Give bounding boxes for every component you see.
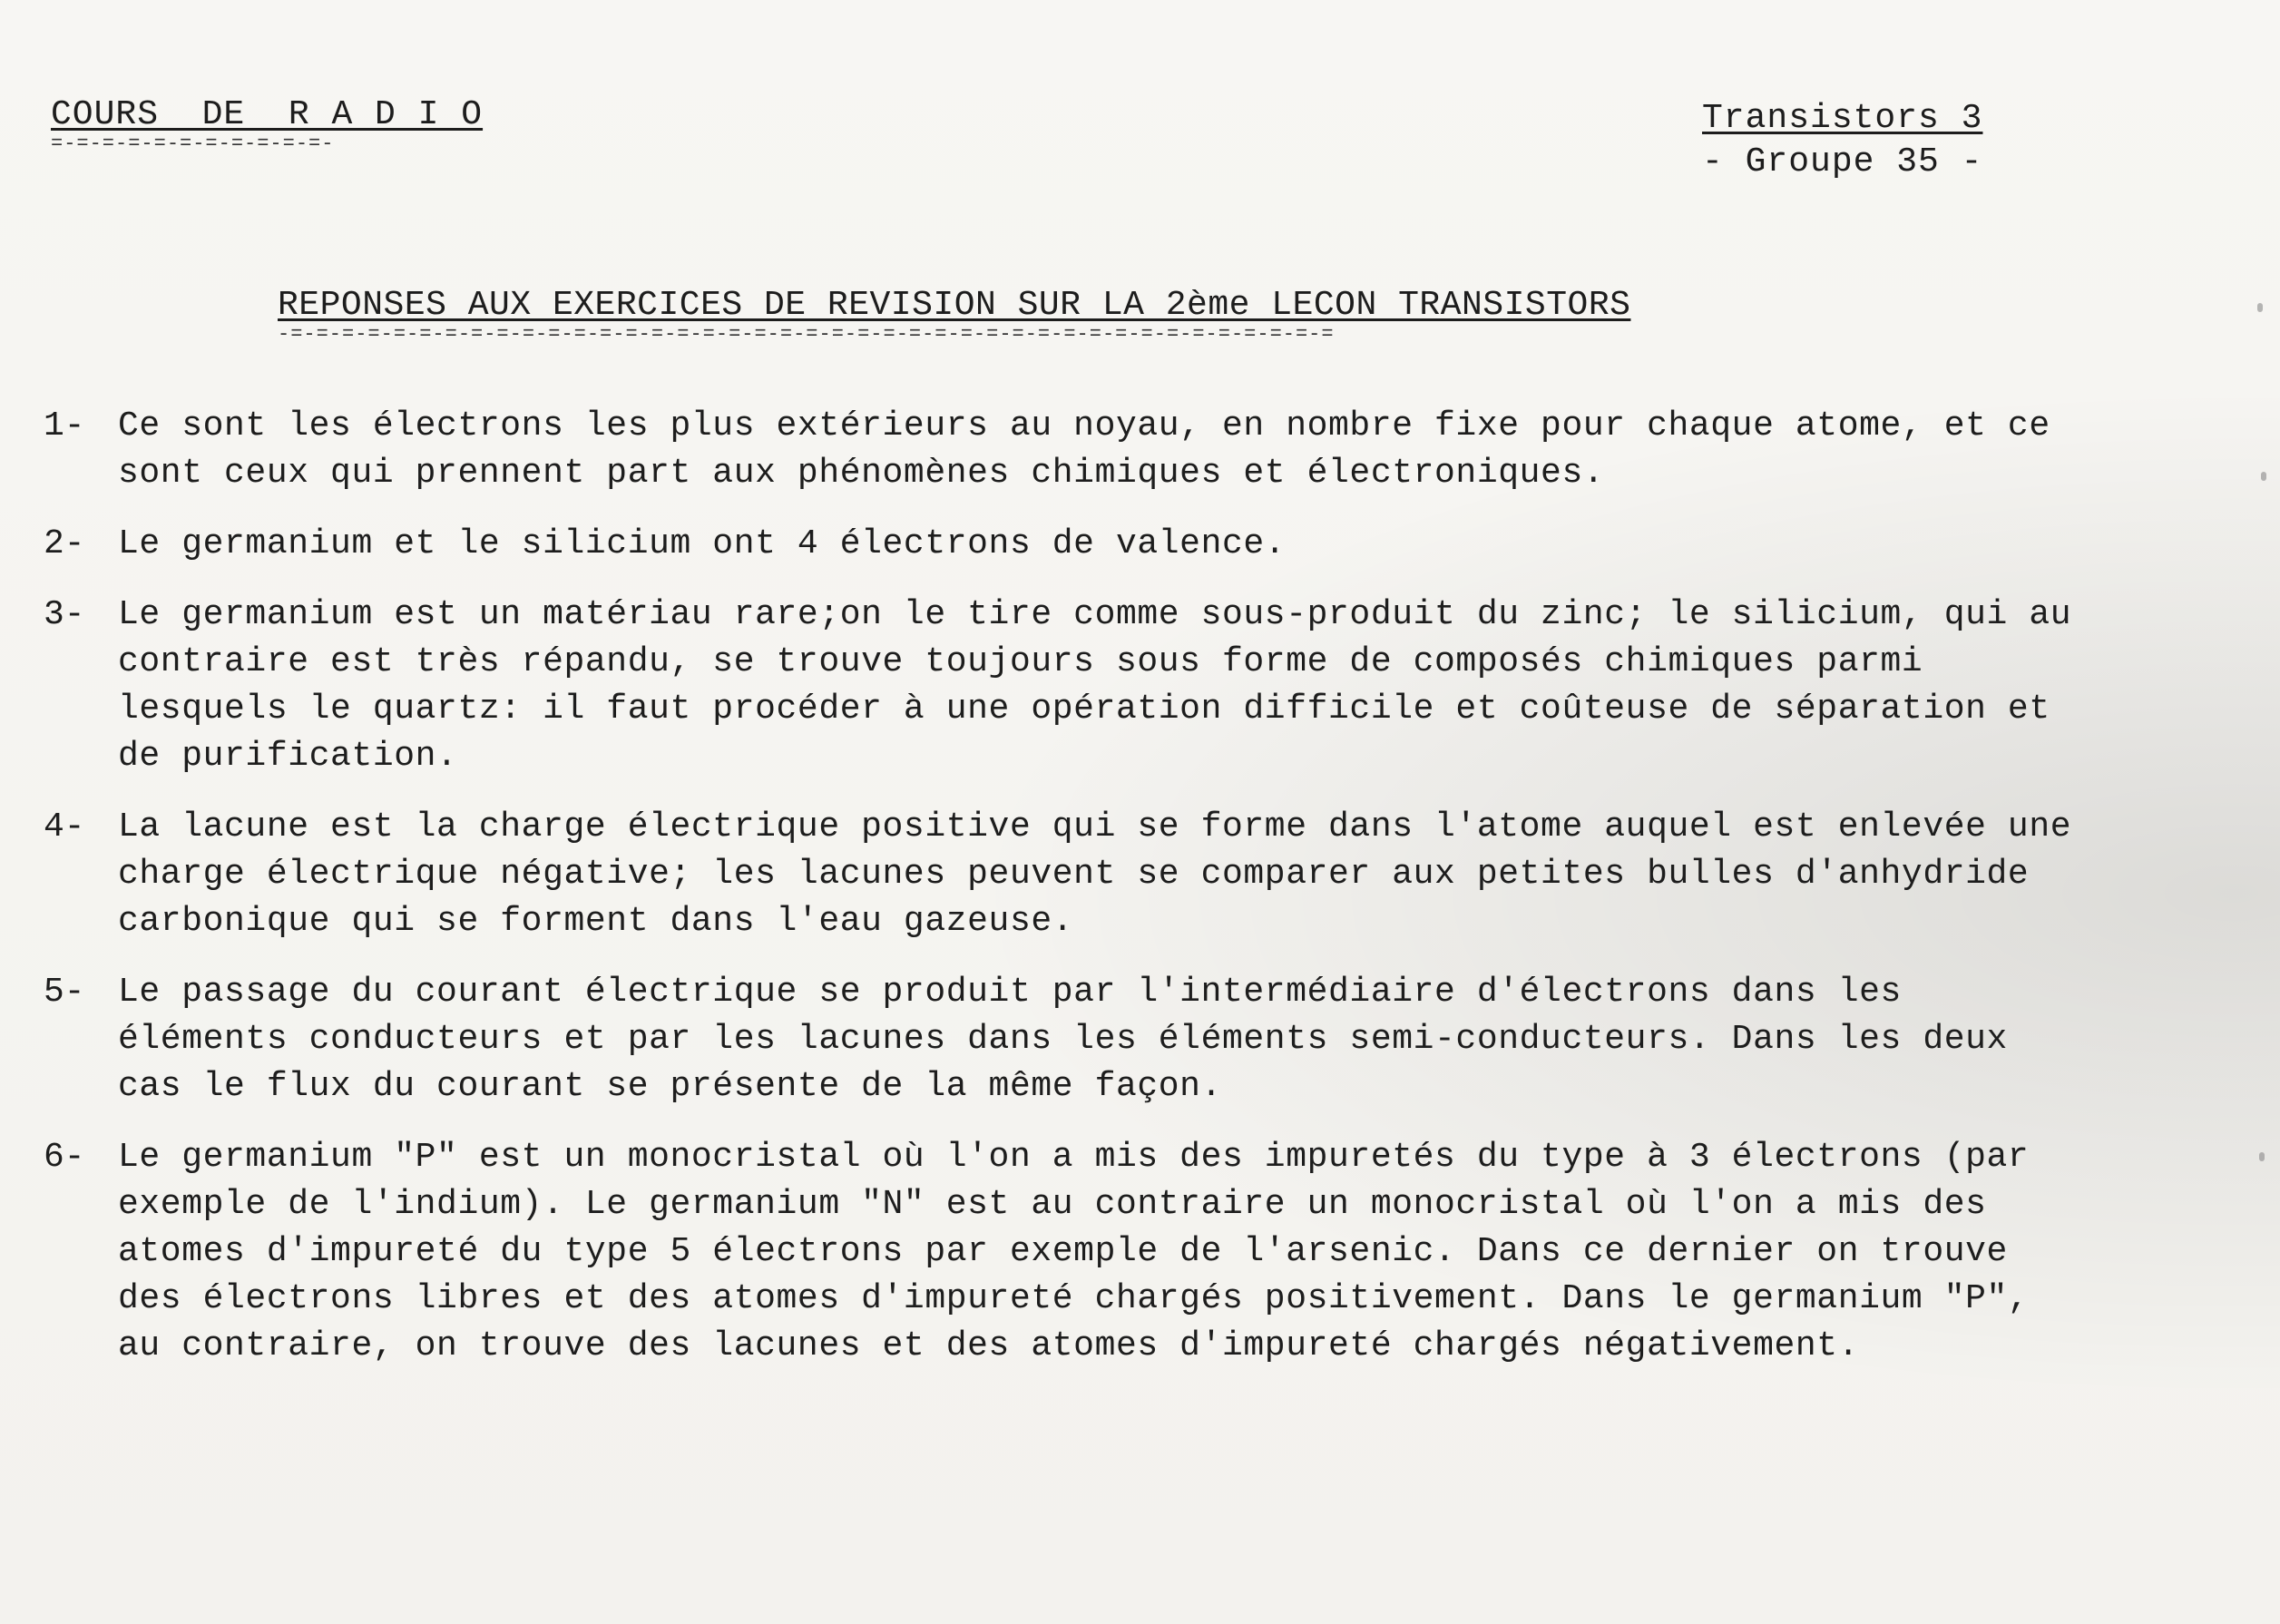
course-title-rule: =-=-=-=-=-=-=-=-=-=-=-	[51, 136, 335, 152]
answer-item	[44, 521, 2085, 568]
answers-list	[44, 403, 2085, 1394]
answer-number: 1-	[44, 406, 85, 445]
answer-number: 3-	[44, 595, 85, 634]
answer-text: La lacune est la charge électrique positive qui se forme dans l'atome auquel est enlevée une charge électrique négative; les lacunes peuvent se comparer aux petites bulles d'anhydride carbonique qui se forment dans l'eau gazeuse.	[118, 807, 2072, 941]
topic-header	[1702, 98, 1982, 183]
paper-speck	[2261, 472, 2266, 481]
answer-item	[44, 592, 2085, 780]
answer-number: 6-	[44, 1138, 85, 1177]
topic-label: Transistors 3	[1702, 99, 1983, 138]
answer-item	[44, 403, 2085, 497]
answer-number: 4-	[44, 807, 85, 846]
answer-text: Le passage du courant électrique se produit par l'intermédiaire d'électrons dans les éléments conducteurs et par les lacunes dans les éléments semi-conducteurs. Dans les deux cas le flux du courant se présente de la même façon.	[118, 973, 2008, 1106]
answer-text: Le germanium est un matériau rare;on le tire comme sous-produit du zinc; le silicium, qui au contraire est très répandu, se trouve toujours sous forme de composés chimiques parmi lesquels le quartz: il faut procéder à une opération difficile et coûteuse de séparation et de purification.	[118, 595, 2072, 776]
course-header	[51, 94, 483, 152]
answer-text: Le germanium et le silicium ont 4 électrons de valence.	[118, 524, 1287, 563]
document-title-rule: -=-=-=-=-=-=-=-=-=-=-=-=-=-=-=-=-=-=-=-=-=-=-=-=-=-=-=-=-=-=-=-=-=-=-=-=-=-=-=-=-=	[278, 327, 1335, 343]
paper-speck	[2259, 1152, 2265, 1161]
paper-speck	[2257, 303, 2263, 312]
answer-item	[44, 1134, 2085, 1370]
document-heading	[278, 285, 1811, 343]
answer-item	[44, 969, 2085, 1110]
course-title: COURS DE R A D I O	[51, 95, 484, 134]
answer-number: 5-	[44, 973, 85, 1012]
document-title: REPONSES AUX EXERCICES DE REVISION SUR LA 2ème LECON TRANSISTORS	[278, 286, 1631, 325]
answer-number: 2-	[44, 524, 85, 563]
answer-text: Ce sont les électrons les plus extérieurs au noyau, en nombre fixe pour chaque atome, et ce sont ceux qui prennent part aux phénomènes chimiques et électroniques.	[118, 406, 2050, 493]
group-label: - Groupe 35 -	[1702, 142, 1983, 181]
answer-text: Le germanium "P" est un monocristal où l'on a mis des impuretés du type à 3 électrons (par exemple de l'indium). Le germanium "N" est au contraire un monocristal où l'on a mis des atomes d'impureté du type 5 électrons par exemple de l'arsenic. Dans ce dernier on trouve des électrons libres et des atomes d'impureté chargés positivement. Dans le germanium "P", au contraire, on trouve des lacunes et des atomes d'impureté chargés négativement.	[118, 1138, 2030, 1365]
answer-item	[44, 804, 2085, 945]
